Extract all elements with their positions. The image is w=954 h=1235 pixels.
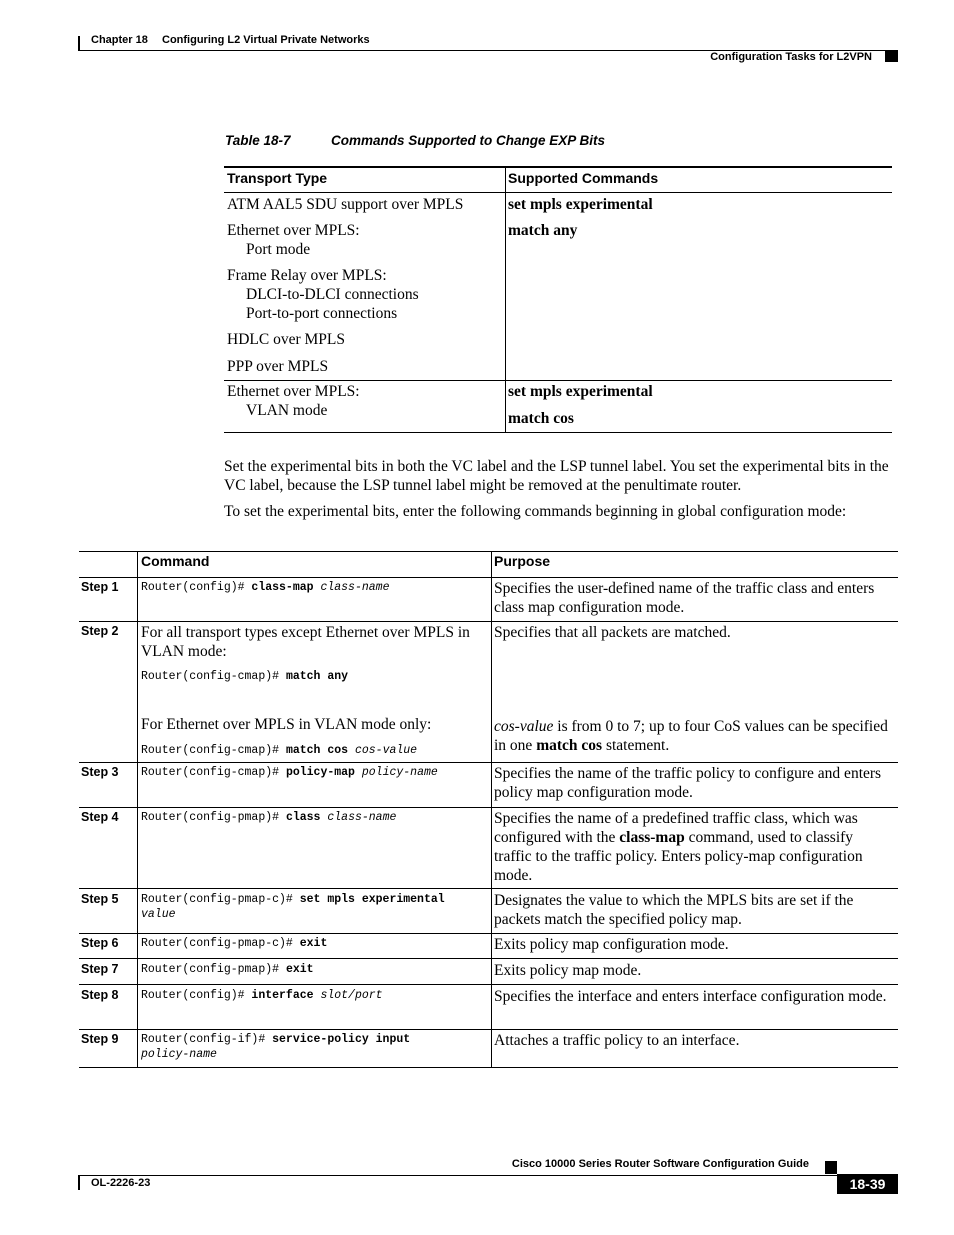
transport-ethernet-2: Ethernet over MPLS:: [227, 383, 360, 400]
purpose-text: Specifies the name of a predefined traffic class, which was configured with the: [494, 810, 858, 846]
step-label: Step 5: [81, 892, 119, 906]
step-command: [141, 892, 445, 922]
command-match-any: match any: [508, 222, 578, 239]
transport-ppp: PPP over MPLS: [227, 358, 329, 375]
transport-ethernet-port: Port mode: [246, 241, 311, 258]
chapter-number: Chapter 18: [91, 34, 148, 46]
command-set-mpls: set mpls experimental: [508, 196, 653, 213]
step-label: Step 2: [81, 624, 119, 638]
table-caption-title: Commands Supported to Change EXP Bits: [331, 133, 606, 148]
purpose-arg: cos-value: [494, 718, 554, 735]
cmd-prompt: Router(config-cmap)#: [141, 766, 286, 779]
cmd-argument: class-name: [320, 581, 390, 594]
steps-bottom-rule: [79, 1067, 898, 1068]
step-label: Step 4: [81, 810, 119, 824]
step-command: [141, 765, 438, 780]
table-top-rule: [224, 166, 892, 168]
step-label: Step 8: [81, 988, 119, 1002]
step-purpose: Exits policy map mode.: [494, 962, 642, 979]
cmd-prompt: Router(config)#: [141, 581, 252, 594]
cmd-argument: slot/port: [320, 989, 383, 1002]
cmd-keyword: exit: [299, 937, 328, 950]
step-purpose: Specifies that all packets are matched.: [494, 624, 731, 641]
cmd-prompt: Router(config-pmap)#: [141, 963, 286, 976]
table-caption-number: Table 18-7: [225, 133, 291, 148]
col-header-commands: Supported Commands: [508, 170, 659, 186]
cmd-prompt: Router(config-if)#: [141, 1033, 273, 1046]
cmd-prompt: Router(config-pmap-c)#: [141, 937, 300, 950]
cmd-prompt: Router(config)#: [141, 989, 252, 1002]
step-rule: [79, 933, 898, 934]
page-number: 18-39: [837, 1174, 898, 1194]
steps-header-rule: [79, 577, 898, 578]
transport-ethernet: Ethernet over MPLS:: [227, 222, 360, 239]
paragraph-exp-bits: Set the experimental bits in both the VC label and the LSP tunnel label. You set the experimental bits in the VC label, because the LSP tunnel label might be removed at the penultimate router.: [224, 458, 889, 494]
table-column-divider: [505, 166, 506, 433]
step-command: [141, 669, 348, 684]
step-purpose: [494, 717, 894, 755]
step-command: [141, 962, 314, 977]
transport-cell-group2: [227, 382, 502, 420]
step-rule: [79, 1029, 898, 1030]
step-command: [141, 810, 396, 825]
purpose-text: is from 0 to 7; up to four CoS values can be specified in one: [494, 718, 888, 754]
step-rule: [79, 762, 898, 763]
step-purpose: Attaches a traffic policy to an interface.: [494, 1032, 740, 1049]
step-purpose: [494, 809, 894, 885]
paragraph-intro: To set the experimental bits, enter the following commands beginning in global configuration mode:: [224, 503, 847, 520]
cmd-argument: policy-name: [141, 1048, 217, 1061]
transport-frame-relay: Frame Relay over MPLS:: [227, 267, 387, 284]
step-purpose: Specifies the user-defined name of the traffic class and enters class map configuration mode.: [494, 580, 875, 616]
cmd-keyword: class: [285, 811, 321, 824]
step-purpose: Specifies the interface and enters interface configuration mode.: [494, 988, 887, 1005]
step-purpose: Designates the value to which the MPLS bits are set if the packets match the specified policy map.: [494, 892, 854, 928]
cmd-argument: class-name: [327, 811, 397, 824]
step-purpose: Specifies the name of the traffic policy to configure and enters policy map configuration mode.: [494, 765, 882, 801]
cmd-argument: cos-value: [354, 744, 418, 757]
step-rule: [79, 621, 898, 622]
command-set-mpls-2: set mpls experimental: [508, 383, 653, 400]
col-header-purpose: Purpose: [494, 553, 551, 569]
cmd-keyword: exit: [285, 963, 314, 976]
guide-title: Cisco 10000 Series Router Software Configuration Guide: [511, 1158, 809, 1170]
cmd-keyword: match any: [285, 670, 349, 683]
footer-rule-vertical: [78, 1175, 80, 1190]
table-row-rule: [224, 380, 892, 381]
step-label: Step 3: [81, 765, 119, 779]
steps-col-divider-2: [491, 551, 492, 1068]
commands-cell-group1: [508, 195, 888, 240]
cmd-prompt: Router(config-pmap)#: [141, 811, 286, 824]
cmd-argument: policy-name: [361, 766, 438, 779]
cmd-keyword: interface: [251, 989, 314, 1002]
purpose-text: statement.: [602, 737, 670, 754]
step-label: Step 6: [81, 936, 119, 950]
step-note: For Ethernet over MPLS in VLAN mode only:: [141, 716, 432, 733]
steps-col-divider-1: [137, 551, 138, 1068]
cmd-keyword: match cos: [285, 744, 349, 757]
steps-top-rule: [79, 551, 898, 552]
table-header-rule: [224, 192, 892, 193]
step-note: For all transport types except Ethernet over MPLS in VLAN mode:: [141, 624, 470, 660]
step-command: [141, 743, 417, 758]
transport-fr-dlci: DLCI-to-DLCI connections: [246, 286, 419, 303]
step-label: Step 9: [81, 1032, 119, 1046]
cmd-prompt: Router(config-cmap)#: [141, 670, 286, 683]
cmd-prompt: Router(config-cmap)#: [141, 744, 286, 757]
cmd-keyword: class-map: [251, 581, 314, 594]
step-command: [141, 1032, 410, 1062]
step-command: [141, 580, 389, 595]
cmd-keyword: set mpls experimental: [299, 893, 445, 906]
step-command: [141, 988, 383, 1003]
table-bottom-rule: [224, 432, 892, 433]
transport-hdlc: HDLC over MPLS: [227, 331, 345, 348]
transport-atm: ATM AAL5 SDU support over MPLS: [227, 196, 464, 213]
step-rule: [79, 888, 898, 889]
step-command: [141, 936, 327, 951]
step-label: Step 1: [81, 580, 119, 594]
transport-cell-group1: [227, 195, 502, 376]
step-rule: [79, 958, 898, 959]
command-match-cos: match cos: [508, 410, 574, 427]
header-rule-vertical: [78, 36, 80, 51]
header-marker-block: [885, 51, 898, 62]
cmd-argument: value: [141, 908, 176, 921]
col-header-transport: Transport Type: [227, 170, 328, 186]
document-number: OL-2226-23: [91, 1177, 151, 1189]
step-rule: [79, 807, 898, 808]
purpose-bold: class-map: [619, 829, 685, 846]
purpose-text: command, used to classify traffic to the traffic policy. Enters policy-map configuration mode.: [494, 829, 863, 884]
step-rule: [79, 984, 898, 985]
col-header-command: Command: [141, 553, 210, 569]
footer-marker-block: [825, 1161, 837, 1174]
purpose-bold: match cos: [536, 737, 603, 754]
step-purpose: Exits policy map configuration mode.: [494, 936, 729, 953]
commands-cell-group2: [508, 382, 888, 428]
step-label: Step 7: [81, 962, 119, 976]
cmd-prompt: Router(config-pmap-c)#: [141, 893, 300, 906]
cmd-keyword: policy-map: [285, 766, 355, 779]
chapter-title: Configuring L2 Virtual Private Networks: [162, 34, 370, 46]
footer-rule: [78, 1175, 898, 1176]
steps-table: [79, 551, 898, 1069]
section-title: Configuration Tasks for L2VPN: [710, 51, 872, 63]
cmd-keyword: service-policy input: [272, 1033, 411, 1046]
transport-ethernet-vlan: VLAN mode: [246, 402, 328, 419]
transport-fr-port: Port-to-port connections: [246, 305, 398, 322]
